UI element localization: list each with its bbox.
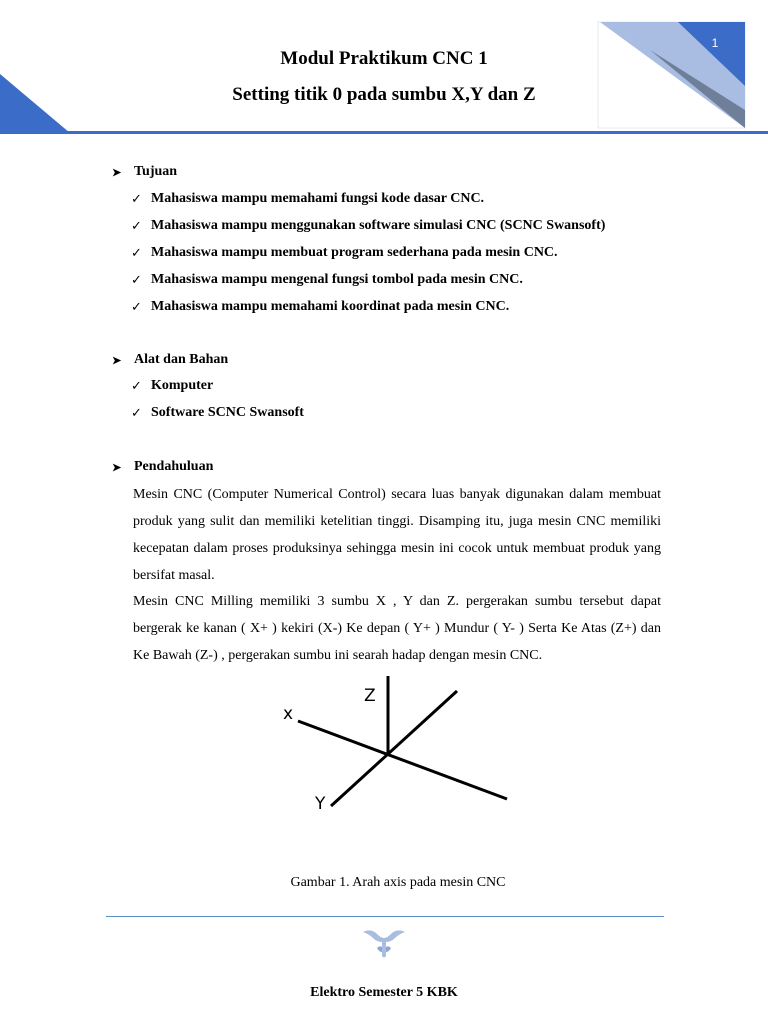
- list-item-text: Mahasiswa mampu mengenal fungsi tombol pada mesin CNC.: [151, 272, 523, 287]
- checkmark-icon: ✓: [131, 191, 142, 207]
- y-axis-label: Y: [315, 794, 326, 814]
- y-axis-line: [331, 691, 457, 806]
- checkmark-icon: ✓: [131, 245, 142, 261]
- section-heading-label: Alat dan Bahan: [134, 352, 229, 367]
- footer-rule: [106, 916, 664, 917]
- decorative-ornament-icon: [361, 926, 407, 960]
- arrowhead-bullet-icon: ➤: [112, 354, 122, 367]
- figure-caption: Gambar 1. Arah axis pada mesin CNC: [290, 875, 506, 890]
- intro-paragraph-1: Mesin CNC (Computer Numerical Control) secara luas banyak digunakan dalam membuat produk yang sulit dan memiliki ketelitian tinggi. Disamping itu, juga mesin CNC memiliki kecepatan dalam proses produksinya sehingga mesin ini cocok untuk membuat produk yang bersifat masal.: [133, 487, 661, 583]
- x-axis-label: x: [283, 704, 294, 724]
- page-number: 1: [711, 36, 719, 50]
- list-item-text: Mahasiswa mampu memahami koordinat pada mesin CNC.: [151, 299, 510, 314]
- checkmark-icon: ✓: [131, 272, 142, 288]
- checkmark-icon: ✓: [131, 299, 142, 315]
- section-heading-label: Pendahuluan: [134, 459, 214, 474]
- footer-text: Elektro Semester 5 KBK: [310, 985, 458, 1000]
- checkmark-icon: ✓: [131, 218, 142, 234]
- arrowhead-bullet-icon: ➤: [112, 166, 122, 179]
- list-item-text: Komputer: [151, 378, 214, 393]
- list-item-text: Mahasiswa mampu memahami fungsi kode dasar CNC.: [151, 191, 485, 206]
- checkmark-icon: ✓: [131, 405, 142, 421]
- z-axis-label: Z: [364, 686, 376, 706]
- intro-paragraph-2: Mesin CNC Milling memiliki 3 sumbu X , Y dan Z. pergerakan sumbu tersebut dapat bergerak ke kanan ( X+ ) kekiri (X-) Ke depan ( Y+ ) Mundur ( Y- ) Serta Ke Atas (Z+) dan Ke Bawah (Z-) , pergerakan sumbu ini searah hadap dengan mesin CNC.: [133, 594, 661, 663]
- arrowhead-bullet-icon: ➤: [112, 461, 122, 474]
- page-subtitle: Setting titik 0 pada sumbu X,Y dan Z: [232, 84, 536, 105]
- list-item-text: Software SCNC Swansoft: [151, 405, 304, 420]
- list-item-text: Mahasiswa mampu membuat program sederhana pada mesin CNC.: [151, 245, 558, 260]
- section-heading-label: Tujuan: [134, 164, 178, 179]
- list-item-text: Mahasiswa mampu menggunakan software simulasi CNC (SCNC Swansoft): [151, 218, 606, 233]
- checkmark-icon: ✓: [131, 378, 142, 394]
- x-axis-line: [298, 721, 507, 799]
- page-title: Modul Praktikum CNC 1: [280, 48, 488, 69]
